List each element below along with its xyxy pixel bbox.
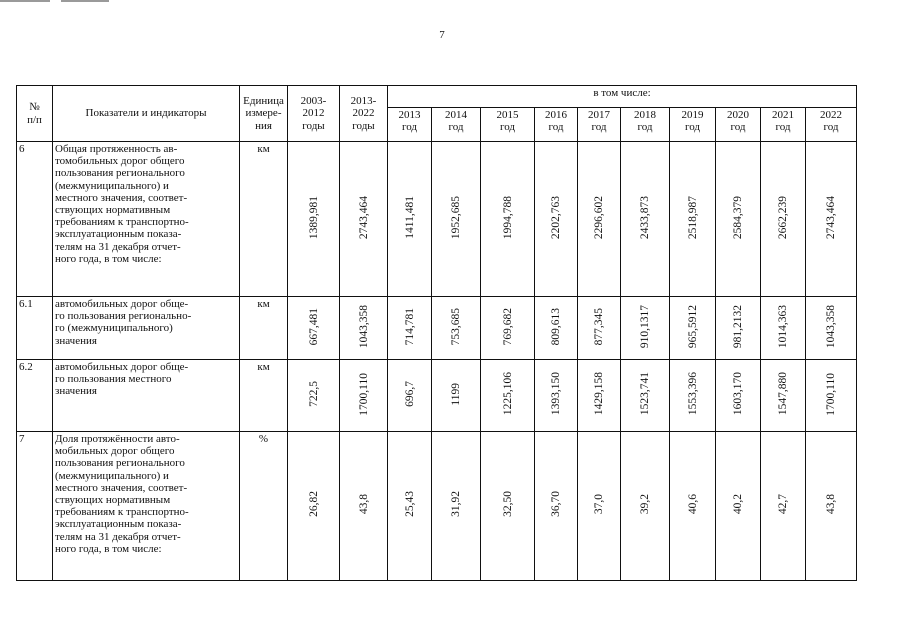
- value-cell: [578, 360, 621, 432]
- value-cell: [806, 142, 857, 297]
- value-cell: [806, 432, 857, 581]
- table-row: [17, 297, 857, 360]
- value-cell: [670, 432, 716, 581]
- value-text: 667,481: [307, 307, 320, 346]
- value-cell: [340, 360, 388, 432]
- value-cell: [716, 142, 761, 297]
- value-text: 40,2: [732, 494, 744, 515]
- value-text: 43,8: [825, 494, 837, 515]
- row-unit: км: [240, 142, 288, 297]
- row-indicator: Общая протяженность ав- томобильных дорог общего пользования регионального (межмуниципального) и местного значения, соответ- ствующих нормативным требованиям к транспортно- эксплуатационным показа- телям на 31 декабря отчет- ного года, в том числе:: [53, 142, 240, 297]
- value-cell: [716, 360, 761, 432]
- value-text: 1014,363: [777, 304, 789, 348]
- value-cell: [288, 432, 340, 581]
- value-cell: [578, 142, 621, 297]
- value-cell: [716, 297, 761, 360]
- header-row: [17, 86, 857, 108]
- header-year: 2022 год: [806, 108, 857, 142]
- value-cell: [621, 432, 670, 581]
- row-indicator: автомобильных дорог обще- го пользования регионально- го (межмуниципального) значения: [53, 297, 240, 360]
- value-text: 1429,158: [593, 372, 605, 416]
- value-cell: [621, 297, 670, 360]
- header-year: 2015 год: [481, 108, 535, 142]
- header-num: № п/п: [17, 86, 53, 142]
- value-cell: [288, 360, 340, 432]
- value-text: 37,0: [593, 494, 605, 515]
- row-number: 6.2: [17, 360, 53, 432]
- value-cell: [621, 142, 670, 297]
- header-year: 2018 год: [621, 108, 670, 142]
- value-text: 1043,358: [357, 304, 370, 348]
- value-cell: [535, 360, 578, 432]
- value-text: 1603,170: [732, 372, 744, 416]
- value-text: 36,70: [550, 491, 562, 518]
- value-cell: [388, 432, 432, 581]
- value-cell: [288, 297, 340, 360]
- value-text: 32,50: [501, 491, 514, 518]
- value-text: 1553,396: [686, 372, 699, 416]
- value-cell: [340, 297, 388, 360]
- header-indicator: Показатели и индикаторы: [53, 86, 240, 142]
- value-text: 1393,150: [550, 372, 562, 416]
- row-number: 7: [17, 432, 53, 581]
- value-text: 2743,464: [357, 195, 370, 239]
- header-year: 2014 год: [432, 108, 481, 142]
- header-year: 2021 год: [761, 108, 806, 142]
- value-cell: [288, 142, 340, 297]
- value-cell: [716, 432, 761, 581]
- value-text: 1225,106: [501, 372, 514, 416]
- value-text: 1411,481: [403, 196, 416, 239]
- value-text: 1700,110: [357, 372, 370, 416]
- value-text: 722,5: [307, 380, 320, 407]
- value-text: 981,2132: [732, 304, 744, 348]
- value-text: 1389,981: [307, 195, 320, 239]
- value-cell: [761, 360, 806, 432]
- page-number: 7: [439, 29, 445, 41]
- value-text: 696,7: [403, 380, 416, 407]
- value-text: 1952,685: [450, 195, 462, 239]
- value-text: 42,7: [777, 494, 789, 515]
- value-text: 1994,788: [501, 195, 514, 239]
- row-unit: км: [240, 297, 288, 360]
- value-text: 2518,987: [686, 195, 699, 239]
- header-year: 2019 год: [670, 108, 716, 142]
- value-text: 2662,239: [777, 195, 789, 239]
- value-text: 769,682: [501, 307, 514, 346]
- header-unit: Единица измере- ния: [240, 86, 288, 142]
- value-text: 31,92: [450, 491, 462, 518]
- value-cell: [340, 142, 388, 297]
- value-text: 965,5912: [686, 304, 699, 348]
- value-cell: [535, 142, 578, 297]
- value-text: 1523,741: [639, 372, 651, 416]
- value-cell: [432, 360, 481, 432]
- value-text: 40,6: [686, 494, 699, 515]
- value-cell: [388, 297, 432, 360]
- header-group: в том числе:: [388, 86, 857, 108]
- value-text: 2743,464: [825, 195, 837, 239]
- value-cell: [481, 297, 535, 360]
- value-cell: [578, 297, 621, 360]
- value-text: 1043,358: [825, 304, 837, 348]
- scan-edge-mark: [0, 0, 50, 2]
- value-cell: [432, 142, 481, 297]
- row-unit: км: [240, 360, 288, 432]
- table-row: [17, 432, 857, 581]
- value-text: 1547,880: [777, 372, 789, 416]
- value-text: 43,8: [357, 494, 370, 515]
- table-row: [17, 142, 857, 297]
- row-number: 6: [17, 142, 53, 297]
- value-cell: [388, 360, 432, 432]
- value-cell: [670, 360, 716, 432]
- value-text: 25,43: [403, 491, 416, 518]
- value-cell: [535, 297, 578, 360]
- value-text: 877,345: [593, 307, 605, 346]
- value-cell: [761, 142, 806, 297]
- value-text: 2296,602: [593, 195, 605, 239]
- value-cell: [621, 360, 670, 432]
- value-cell: [481, 142, 535, 297]
- value-text: 1199: [450, 382, 462, 406]
- value-text: 910,1317: [639, 304, 651, 348]
- header-year: 2016 год: [535, 108, 578, 142]
- value-cell: [340, 432, 388, 581]
- value-text: 1700,110: [825, 372, 837, 416]
- row-unit: %: [240, 432, 288, 581]
- value-text: 26,82: [307, 491, 320, 518]
- value-text: 714,781: [403, 307, 416, 346]
- value-cell: [535, 432, 578, 581]
- value-cell: [670, 297, 716, 360]
- header-year: 2013 год: [388, 108, 432, 142]
- row-number: 6.1: [17, 297, 53, 360]
- value-cell: [432, 432, 481, 581]
- header-period-2003-2012: 2003- 2012 годы: [288, 86, 340, 142]
- value-cell: [578, 432, 621, 581]
- value-cell: [806, 297, 857, 360]
- value-cell: [388, 142, 432, 297]
- value-text: 2202,763: [550, 195, 562, 239]
- scan-edge-mark: [61, 0, 109, 2]
- value-text: 809,613: [550, 307, 562, 346]
- value-text: 2433,873: [639, 195, 651, 239]
- header-year: 2020 год: [716, 108, 761, 142]
- value-cell: [761, 297, 806, 360]
- value-cell: [481, 360, 535, 432]
- row-indicator: Доля протяжённости авто- мобильных дорог общего пользования регионального (межмуниципального) и местного значения, соответ- ствующих нормативным требованиям к транспортно- эксплуатационным показа- телям на 31 декабря отчет- ного года, в том числе:: [53, 432, 240, 581]
- value-cell: [670, 142, 716, 297]
- header-year: 2017 год: [578, 108, 621, 142]
- header-period-2013-2022: 2013- 2022 годы: [340, 86, 388, 142]
- table-row: [17, 360, 857, 432]
- value-cell: [761, 432, 806, 581]
- value-cell: [432, 297, 481, 360]
- value-text: 39,2: [639, 494, 651, 515]
- value-text: 2584,379: [732, 195, 744, 239]
- value-cell: [806, 360, 857, 432]
- row-indicator: автомобильных дорог обще- го пользования местного значения: [53, 360, 240, 432]
- value-cell: [481, 432, 535, 581]
- indicators-table: [16, 85, 857, 581]
- value-text: 753,685: [450, 307, 462, 346]
